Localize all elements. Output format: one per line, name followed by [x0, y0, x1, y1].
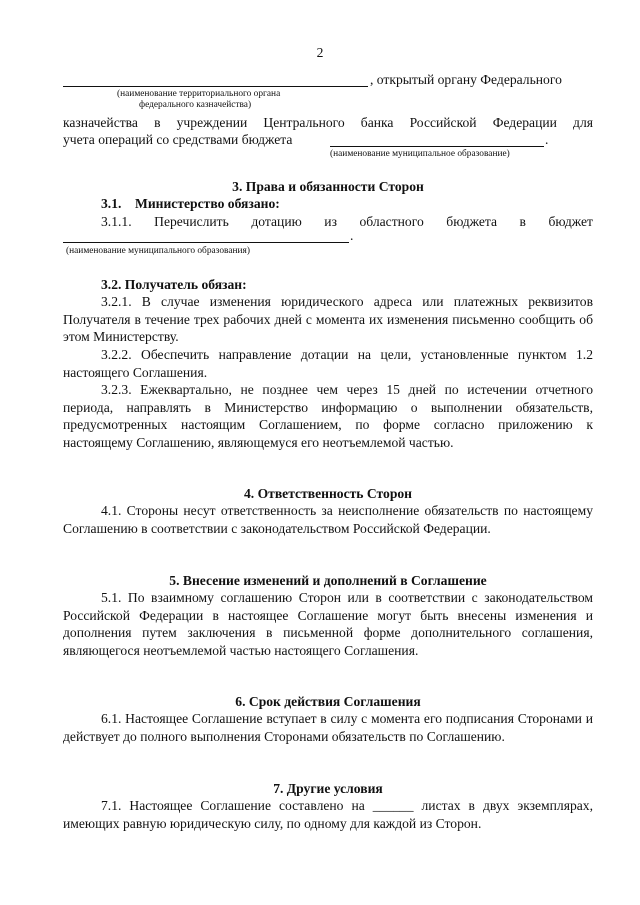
page-number: 2 [316, 45, 324, 60]
section-3-heading: 3. Права и обязанности Сторон [232, 179, 424, 194]
paragraph-3-2-2: 3.2.2. Обеспечить направление дотации на цели, установленные пунктом 1.2 настоящего Соглашения. [63, 347, 593, 380]
top-line3-text: учета операций со средствами бюджета [63, 132, 293, 147]
top-line1-text: , открытый органу Федерального [370, 72, 562, 87]
paragraph-6-1: 6.1. Настоящее Соглашение вступает в силу с момента его подписания Сторонами и действует до полного выполнения Сторонами обязательств по Соглашению. [63, 711, 593, 744]
territorial-organ-caption-1: (наименование территориального органа [117, 89, 281, 99]
top-line2-text: казначейства в учреждении Центрального банка Российской Федерации для [63, 115, 593, 130]
paragraph-3-2-3: 3.2.3. Ежеквартально, не позднее чем через 15 дней по истечении отчетного периода, направлять в Министерство информацию о выполнении обязательств, предусмотренных настоящим Соглашением, по форме согласно приложению к настоящему Соглашению, являющемуся его неотъемлемой частью. [63, 382, 593, 450]
paragraph-4-1: 4.1. Стороны несут ответственность за неисполнение обязательств по настоящему Соглашению в соответствии с законодательством Российской Федерации. [63, 503, 593, 536]
municipality-caption-3-1-1: (наименование муниципального образования) [66, 246, 250, 256]
paragraph-5-1: 5.1. По взаимному соглашению Сторон или в соответствии с законодательством Российской Федерации в настоящее Соглашение могут быть внесены изменения и дополнения путем заключения в письменной форме дополнительного соглашения, являющегося неотъемлемой частью настоящего Соглашения. [63, 590, 593, 658]
municipality-caption-top: (наименование муниципальное образование) [330, 149, 510, 159]
section-6-heading: 6. Срок действия Соглашения [235, 694, 421, 709]
subsection-3-2-heading: 3.2. Получатель обязан: [101, 277, 247, 292]
paragraph-7-1: 7.1. Настоящее Соглашение составлено на ______ листах в двух экземплярах, имеющих равную юридическую силу, по одному для каждой из Сторон. [63, 798, 593, 831]
territorial-organ-caption-2: федерального казначейства) [139, 100, 252, 110]
section-4-heading: 4. Ответственность Сторон [243, 486, 413, 501]
subsection-3-1-heading: 3.1. Министерство обязано: [101, 196, 280, 211]
paragraph-3-2-1: 3.2.1. В случае изменения юридического адреса или платежных реквизитов Получателя в течение трех рабочих дней с момента их изменения письменно сообщить об этом Министерству. [63, 294, 593, 345]
section-5-heading: 5. Внесение изменений и дополнений в Соглашение [169, 573, 487, 588]
municipality-blank-top [330, 146, 544, 147]
top-line3-end: . [545, 132, 549, 147]
paragraph-3-1-1: 3.1.1. Перечислить дотацию из областного бюджета в бюджет [101, 214, 593, 229]
paragraph-3-1-1-end: . [350, 228, 354, 243]
territorial-organ-blank [63, 86, 368, 87]
section-7-heading: 7. Другие условия [273, 781, 383, 796]
municipality-blank-3-1-1 [63, 242, 349, 243]
